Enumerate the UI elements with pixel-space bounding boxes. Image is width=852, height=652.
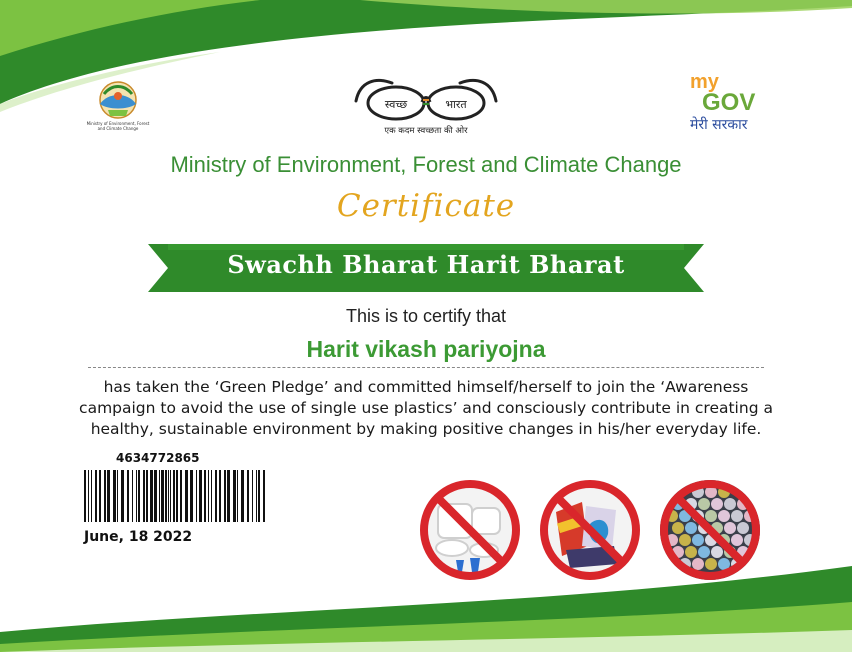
barcode-bar <box>165 470 167 522</box>
barcode-bar <box>190 470 193 522</box>
barcode-bar <box>199 470 202 522</box>
barcode-bar <box>263 470 265 522</box>
bead <box>705 510 717 522</box>
bead <box>737 522 749 534</box>
bead <box>685 522 697 534</box>
no-disposable-plates-icon <box>416 476 524 584</box>
barcode-bar <box>107 470 110 522</box>
barcode-bar <box>241 470 244 522</box>
bead <box>672 522 684 534</box>
barcode-bar <box>204 470 206 522</box>
barcode-bar <box>215 470 217 522</box>
bead <box>698 546 710 558</box>
bead <box>718 510 730 522</box>
barcode-bar <box>176 470 178 522</box>
barcode-bar <box>95 470 97 522</box>
barcode-bar <box>136 470 137 522</box>
mygov-hindi-text: मेरी सरकार <box>690 117 748 133</box>
barcode-bar <box>224 470 226 522</box>
bead <box>724 498 736 510</box>
bharat-word: भारत <box>445 98 467 111</box>
barcode-bar <box>227 470 230 522</box>
barcode-bar <box>196 470 197 522</box>
certificate-heading: Certificate <box>336 188 516 224</box>
barcode-bar <box>256 470 257 522</box>
certify-line: This is to certify that <box>345 306 507 326</box>
ministry-title: Ministry of Environment, Forest and Climate Change <box>170 152 682 177</box>
bead <box>711 498 723 510</box>
swachh-bharat-logo <box>352 73 500 139</box>
barcode-bar <box>211 470 212 522</box>
mygov-gov-text: GOV <box>702 89 756 116</box>
swachh-tagline: एक कदम स्वच्छता की ओर <box>384 126 468 136</box>
name-underline <box>88 367 764 368</box>
barcode-bar <box>121 470 124 522</box>
certificate-date: June, 18 2022 <box>84 529 193 545</box>
mygov-logo <box>684 68 774 134</box>
barcode-bar <box>88 470 89 522</box>
barcode-bar <box>258 470 260 522</box>
barcode-bar <box>237 470 238 522</box>
barcode-bar <box>219 470 221 522</box>
barcode-bar <box>159 470 160 522</box>
bead <box>705 558 717 570</box>
barcode-bar <box>127 470 129 522</box>
barcode-bar <box>91 470 92 522</box>
barcode <box>84 470 266 522</box>
barcode-bar <box>146 470 148 522</box>
barcode-bar <box>247 470 249 522</box>
bead <box>731 534 743 546</box>
banner-title: Swachh Bharat Harit Bharat <box>227 250 625 279</box>
barcode-bar <box>104 470 106 522</box>
svg-text:Ministry of Environment, Fores: Ministry of Environment, Forest <box>86 121 150 126</box>
bead <box>679 534 691 546</box>
bead <box>685 546 697 558</box>
barcode-number: 4634772865 <box>116 451 200 465</box>
barcode-bar <box>180 470 182 522</box>
barcode-bar <box>113 470 116 522</box>
bead <box>692 558 704 570</box>
barcode-bar <box>99 470 101 522</box>
swachh-word: स्वच्छ <box>384 98 408 111</box>
barcode-bar <box>132 470 133 522</box>
pledge-text: has taken the ‘Green Pledge’ and committed himself/herself to join the ‘Awareness campaign to avoid the use of single use plastics’ and consciously contribute in creating a healthy, sustainable environment by making positive changes in his/her everyday life. <box>79 378 773 438</box>
no-plastic-bags-icon <box>536 476 644 584</box>
mygov-my-text: my <box>690 71 719 93</box>
barcode-bar <box>150 470 153 522</box>
barcode-bar <box>252 470 253 522</box>
bead <box>731 510 743 522</box>
no-microbeads-icon <box>656 476 764 584</box>
bead <box>724 522 736 534</box>
barcode-bar <box>233 470 236 522</box>
bead <box>698 498 710 510</box>
barcode-bar <box>154 470 157 522</box>
bead <box>692 534 704 546</box>
barcode-bar <box>168 470 169 522</box>
barcode-bar <box>143 470 145 522</box>
barcode-bar <box>185 470 188 522</box>
svg-text:and Climate Change: and Climate Change <box>97 126 139 131</box>
bead <box>711 546 723 558</box>
barcode-bar <box>138 470 140 522</box>
barcode-bar <box>117 470 118 522</box>
barcode-bar <box>173 470 175 522</box>
barcode-bar <box>161 470 164 522</box>
ministry-emblem-logo <box>82 76 154 146</box>
barcode-bar <box>208 470 209 522</box>
recipient-name: Harit vikash pariyojna <box>306 336 546 362</box>
barcode-bar <box>84 470 86 522</box>
barcode-bar <box>170 470 171 522</box>
